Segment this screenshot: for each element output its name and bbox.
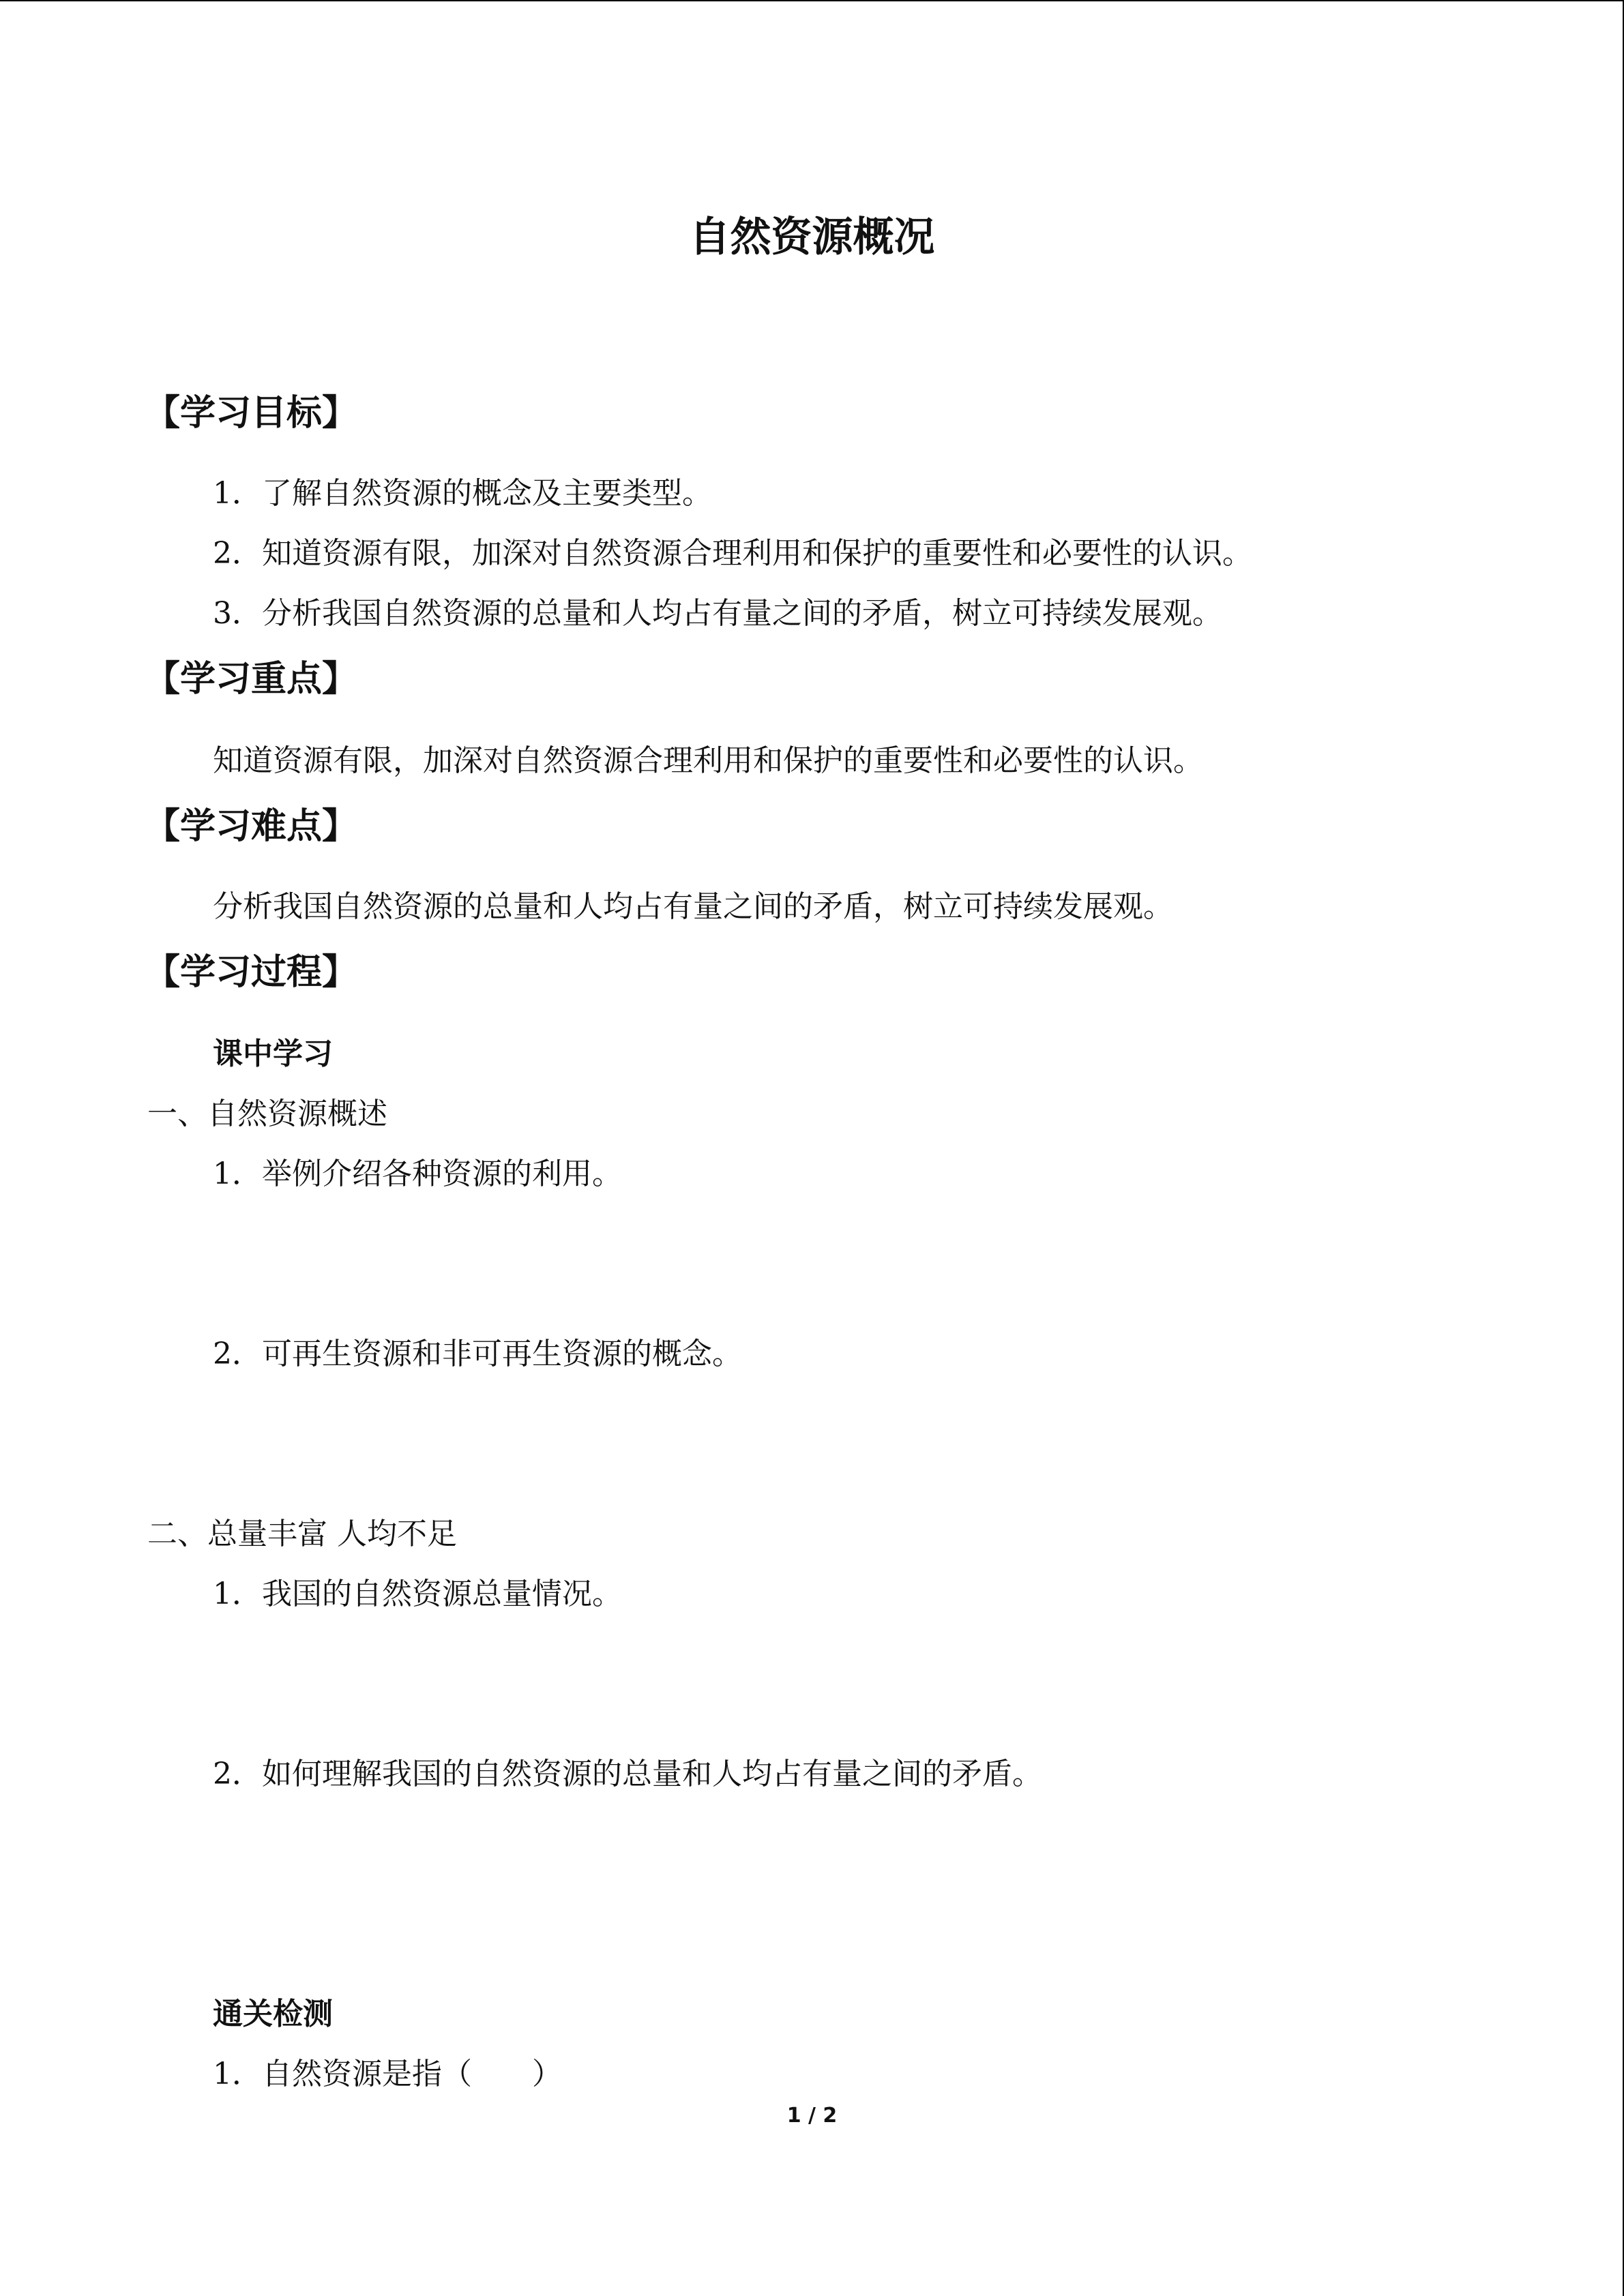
part1-title: 一、自然资源概述 bbox=[147, 1097, 387, 1131]
part1-item-2: 2．可再生资源和非可再生资源的概念。 bbox=[213, 1337, 742, 1371]
in-class-subheading: 课中学习 bbox=[213, 1037, 333, 1071]
part2-item-1: 1．我国的自然资源总量情况。 bbox=[213, 1577, 622, 1611]
check-item-1: 1．自然资源是指（ ） bbox=[213, 2057, 562, 2091]
page-border-top bbox=[0, 0, 1624, 1]
difficulties-heading: 【学习难点】 bbox=[145, 806, 358, 847]
part2-title: 二、总量丰富 人均不足 bbox=[147, 1517, 457, 1551]
objectives-heading: 【学习目标】 bbox=[145, 393, 358, 434]
part2-item-2: 2．如何理解我国的自然资源的总量和人均占有量之间的矛盾。 bbox=[213, 1757, 1042, 1791]
key-points-heading: 【学习重点】 bbox=[145, 659, 358, 700]
process-heading: 【学习过程】 bbox=[145, 952, 358, 993]
check-subheading: 通关检测 bbox=[213, 1997, 333, 2031]
objective-item-1: 1．了解自然资源的概念及主要类型。 bbox=[213, 476, 712, 511]
page-number: 1 / 2 bbox=[786, 2104, 838, 2128]
key-points-text: 知道资源有限，加深对自然资源合理利用和保护的重要性和必要性的认识。 bbox=[213, 743, 1203, 778]
difficulties-text: 分析我国自然资源的总量和人均占有量之间的矛盾，树立可持续发展观。 bbox=[213, 889, 1173, 924]
objective-item-3: 3．分析我国自然资源的总量和人均占有量之间的矛盾，树立可持续发展观。 bbox=[213, 596, 1222, 631]
part1-item-1: 1．举例介绍各种资源的利用。 bbox=[213, 1157, 622, 1191]
objective-item-2: 2．知道资源有限，加深对自然资源合理利用和保护的重要性和必要性的认识。 bbox=[213, 536, 1252, 571]
page-title: 自然资源概况 bbox=[689, 213, 935, 261]
